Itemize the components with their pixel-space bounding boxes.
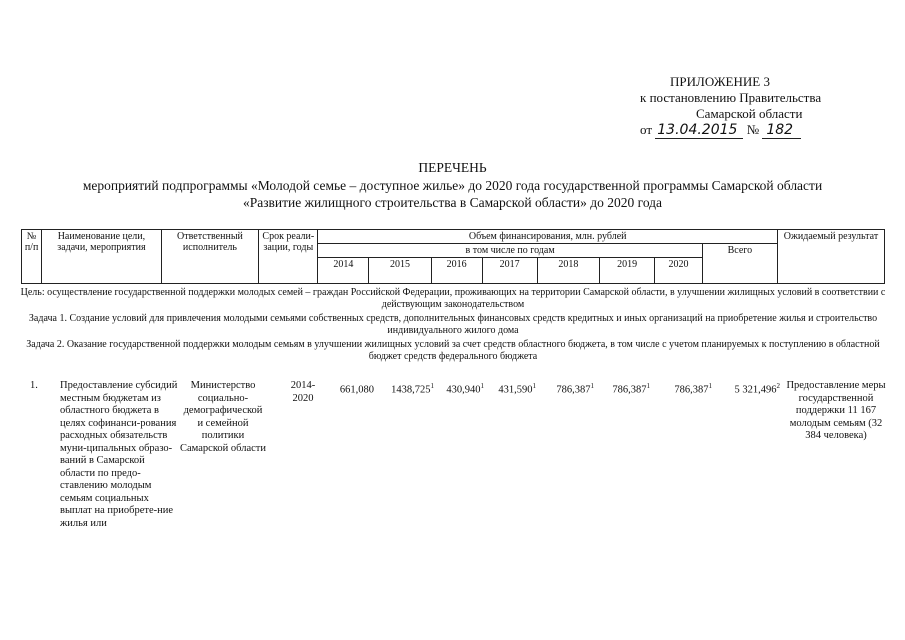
- list-subheading-2: «Развитие жилищного строительства в Самарской области» до 2020 года: [242, 195, 663, 210]
- year-header: 2016: [431, 258, 482, 284]
- row-expected-result: Предоставление меры государственной поддержки 11 167 молодым семьям (32 384 человека): [786, 380, 886, 441]
- handwritten-number: 182: [762, 122, 801, 139]
- table-header: [21, 229, 885, 284]
- from-label: от: [640, 122, 653, 137]
- value-2015: 1438,725$^1$: [391, 382, 434, 396]
- row-term: 2014-2020: [290, 380, 316, 404]
- col-by-years-header: в том числе по годам: [318, 244, 702, 258]
- row-activity-name: Предоставление субсидий местным бюджетам из областного бюджета в целях софинанси-рования расходных обязательств муни-ципальных образо-ваний в Самарской области по предо-ставлению молодым семьям социальных выплат на приобрете-ние жилья или: [60, 380, 178, 529]
- appendix-resolution: к постановлению Правительства: [640, 90, 822, 105]
- value-total: 5 321,496$^2$: [734, 382, 780, 396]
- task1-text: Задача 1. Создание условий для привлечения молодыми семьями собственных средств, дополнительных финансовых средств кредитных и иных организаций на приобретение жилья и строительство индивидуального жилого дома: [28, 313, 878, 336]
- value-2019: 786,387$^1$: [612, 382, 650, 396]
- goal-text: Цель: осуществление государственной поддержки молодых семей – граждан Российской Федерации, проживающих на территории Самарской области, в улучшении жилищных условий в соответствии с действующим законодательством: [20, 287, 886, 310]
- year-header: 2020: [655, 258, 703, 284]
- list-subheading: мероприятий подпрограммы «Молодой семье – доступное жилье» до 2020 года государственной программы Самарской области: [82, 178, 823, 193]
- year-header: 2018: [537, 258, 599, 284]
- row-number: 1.: [30, 380, 38, 391]
- handwritten-date: 13.04.2015: [655, 122, 743, 139]
- appendix-block: [640, 74, 880, 139]
- value-2014: 661,080: [339, 384, 374, 396]
- appendix-date-line: [640, 122, 880, 139]
- col-total-header: Всего: [702, 244, 777, 284]
- year-header: 2019: [600, 258, 655, 284]
- row-responsible: Министерство социально-демографической и семейной политики Самарской области: [180, 380, 266, 454]
- task2-text: Задача 2. Оказание государственной поддержки молодым семьям в улучшении жилищных условий за счет средств областного бюджета, в том числе с учетом планируемых к поступлению в областной бюджет средств федерального бюджета: [26, 339, 880, 362]
- value-2017: 431,590$^1$: [498, 382, 536, 396]
- number-label: №: [746, 122, 760, 137]
- appendix-title: ПРИЛОЖЕНИЕ 3: [670, 74, 770, 89]
- col-resp-header: Ответственный исполнитель: [161, 230, 258, 284]
- col-term-header: Срок реали-зации, годы: [259, 230, 318, 284]
- appendix-region: Самарской области: [696, 106, 803, 121]
- value-2016: 430,940$^1$: [446, 382, 484, 396]
- year-header: 2014: [318, 258, 369, 284]
- col-finance-header: Объем финансирования, млн. рублей: [318, 230, 778, 244]
- col-name-header: Наименование цели, задачи, мероприятия: [42, 230, 162, 284]
- value-2020: 786,387$^1$: [674, 382, 712, 396]
- year-header: 2015: [369, 258, 431, 284]
- col-result-header: Ожидаемый результат: [777, 230, 884, 284]
- year-header: 2017: [482, 258, 537, 284]
- col-num-header: № п/п: [22, 230, 42, 284]
- value-2018: 786,387$^1$: [556, 382, 594, 396]
- list-heading: ПЕРЕЧЕНЬ: [418, 160, 487, 175]
